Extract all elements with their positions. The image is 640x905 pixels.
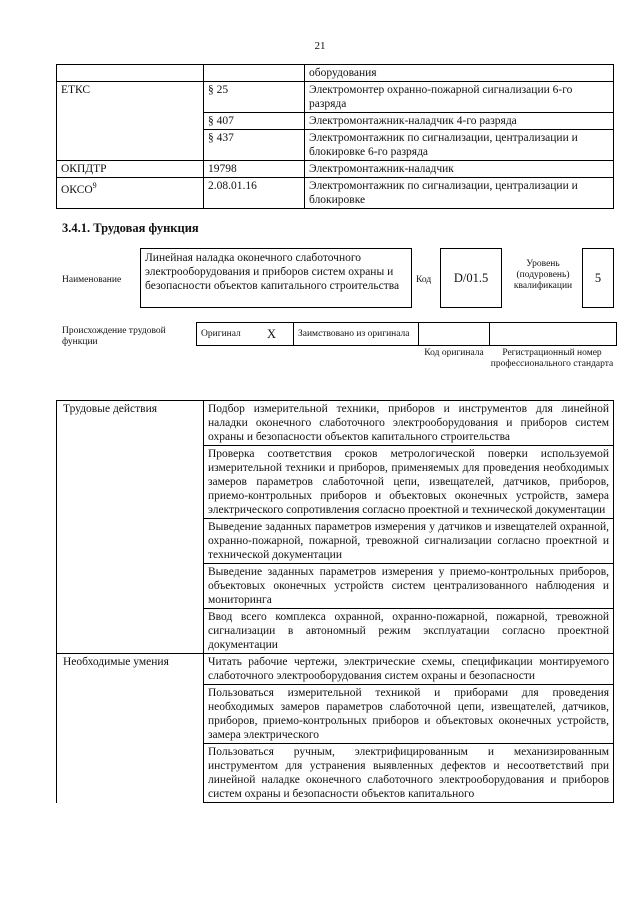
- ref-cell: Электромонтажник-наладчик 4-го разряда: [305, 113, 614, 130]
- table-row: [57, 564, 614, 609]
- ref-cell: [57, 65, 204, 82]
- ref-cell: ЕТКС: [57, 82, 204, 113]
- table-row: [57, 65, 614, 82]
- ref-cell: 2.08.01.16: [204, 178, 305, 209]
- ref-cell: [57, 113, 204, 130]
- ref-cell: § 437: [204, 130, 305, 161]
- original-code-cell: [419, 323, 490, 346]
- ref-cell: § 407: [204, 113, 305, 130]
- table-cell: Выведение заданных параметров измерения у приемо-контрольных приборов, объектовых оконечных устройств систем централизованного наблюдения и мониторинга: [204, 564, 614, 609]
- table-row: [57, 609, 614, 654]
- ref-cell: 19798: [204, 161, 305, 178]
- ref-cell: Электромонтажник по сигнализации, централизации и блокировке 6-го разряда: [305, 130, 614, 161]
- ref-cell: § 25: [204, 82, 305, 113]
- ref-cell: Электромонтажник по сигнализации, централизации и блокировке: [305, 178, 614, 209]
- level-box: [582, 248, 614, 308]
- table-cell: Пользоваться измерительной техникой и приборами для проведения необходимых замеров параметров слаботочной цепи, извещателей, датчиков, приборов, приемо-контрольных приборов и объектовых оконечных устройств, замера электрического: [204, 685, 614, 744]
- function-name-box: Линейная наладка оконечного слаботочного электрооборудования и приборов систем охраны и безопасности объектов капитального строительства: [140, 248, 412, 308]
- code-label: Код: [416, 275, 432, 285]
- ref-cell: Электромонтер охранно-пожарной сигнализации 6-го разряда: [305, 82, 614, 113]
- code-caption: Код оригинала: [424, 348, 484, 358]
- table-cell: Подбор измерительной техники, приборов и инструментов для линейной наладки оконечного слаботочного электрооборудования и приборов систем охраны и безопасности объектов капитального строительства: [204, 401, 614, 446]
- table-row: [57, 178, 614, 209]
- category-cell: [57, 519, 204, 564]
- reg-caption: Регистрационный номер профессионального стандарта: [490, 348, 614, 369]
- table-row: [57, 113, 614, 130]
- ref-cell: оборудования: [305, 65, 614, 82]
- table-cell: Пользоваться ручным, электрифицированным и механизированным инструментом для устранения выявленных дефектов и несоответствий при линейной наладке оконечного слаботочного электрооборудования и приборов систем охраны и безопасности объектов капитального: [204, 744, 614, 803]
- category-cell: [57, 744, 204, 803]
- functions-table: [56, 400, 614, 803]
- name-label: Наименование: [62, 275, 122, 285]
- table-row: [57, 82, 614, 113]
- reference-table: [56, 64, 614, 209]
- category-cell: [57, 564, 204, 609]
- page-number: 21: [314, 40, 326, 52]
- table-row: [57, 519, 614, 564]
- table-row: [57, 130, 614, 161]
- original-mark: X: [263, 323, 294, 346]
- ref-cell: [204, 65, 305, 82]
- table-row: [57, 161, 614, 178]
- section-heading: 3.4.1. Трудовая функция: [62, 221, 199, 235]
- table-row: [57, 401, 614, 446]
- ref-cell: ОКПДТР: [57, 161, 204, 178]
- origin-table: [196, 322, 617, 346]
- okso-label: ОКСО: [61, 183, 93, 196]
- ref-cell: Электромонтажник-наладчик: [305, 161, 614, 178]
- borrowed-label: Заимствовано из оригинала: [294, 323, 419, 346]
- table-row: [57, 654, 614, 685]
- table-cell: Проверка соответствия сроков метрологической поверки используемой измерительной техники и приборов, применяемых для проведения необходимых замеров параметров слаботочной цепи, извещателей, датчиков, приборов, приемо-контрольных приборов и объектовых оконечных устройств, замера электрического сопротивления согласно проектной и технической документации: [204, 446, 614, 519]
- table-cell: Читать рабочие чертежи, электрические схемы, спецификации монтируемого слаботочного электрооборудования систем охраны и безопасности: [204, 654, 614, 685]
- table-row: [57, 685, 614, 744]
- function-code-box: [440, 248, 502, 308]
- category-cell: [57, 446, 204, 519]
- category-cell: Трудовые действия: [57, 401, 204, 446]
- footnote-mark: 9: [92, 181, 97, 190]
- level-label: Уровень (подуровень) квалификации: [513, 259, 573, 291]
- origin-label: Происхождение трудовой функции: [62, 326, 166, 347]
- table-row: [197, 323, 617, 346]
- table-row: [57, 744, 614, 803]
- function-code: D/01.5: [453, 271, 489, 285]
- table-row: [57, 446, 614, 519]
- ref-cell: [57, 130, 204, 161]
- category-cell: [57, 609, 204, 654]
- reg-number-cell: [490, 323, 617, 346]
- ref-cell: [57, 178, 204, 209]
- category-cell: Необходимые умения: [57, 654, 204, 685]
- level-value: 5: [594, 271, 602, 285]
- original-label: Оригинал: [197, 323, 264, 346]
- category-cell: [57, 685, 204, 744]
- table-cell: Выведение заданных параметров измерения у датчиков и извещателей охранной, охранно-пожарной, пожарной, тревожной сигнализации согласно проектной и технической документации: [204, 519, 614, 564]
- table-cell: Ввод всего комплекса охранной, охранно-пожарной, пожарной, тревожной сигнализации в автономный режим эксплуатации согласно проектной документации: [204, 609, 614, 654]
